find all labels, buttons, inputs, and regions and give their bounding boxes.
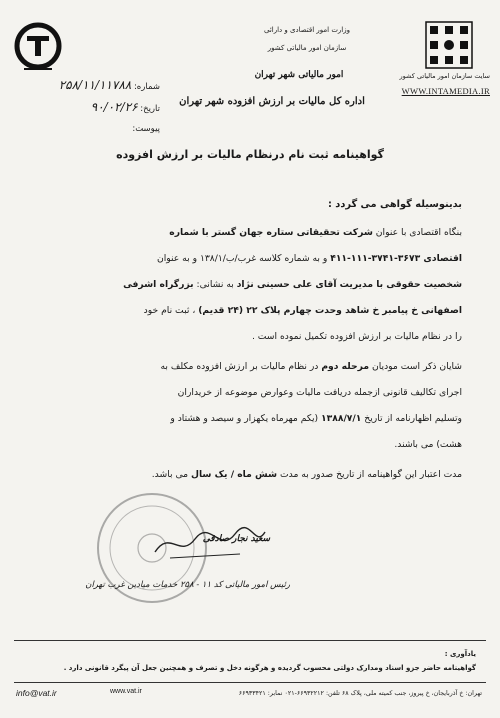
text-span: شایان ذکر است مودیان bbox=[369, 361, 462, 372]
reference-date bbox=[20, 100, 160, 114]
signature-icon bbox=[150, 524, 270, 564]
ministry-name: وزارت امور اقتصادی و دارائی bbox=[263, 26, 351, 34]
validity-period: شش ماه / یک سال bbox=[190, 469, 278, 480]
reference-number-value: ۲۵۸/۱۱/۱۱۷۸۸ bbox=[58, 78, 132, 92]
divider bbox=[14, 682, 486, 683]
text-span: ، ثبت نام خود bbox=[143, 305, 199, 316]
reference-attachment-label: پیوست: bbox=[132, 124, 160, 134]
site-url-link[interactable]: WWW.INTAMEDIA.IR bbox=[401, 86, 490, 96]
signatory-position: رئیس امور مالیاتی کد ۱۱ - ۲۵۸ خدمات میادین غرب تهران bbox=[85, 580, 290, 590]
notes-text: گواهینامه حاضر جزو اسناد ومدارک دولتی محسوب گردیده و هرگونه دخل و تصرف و همچنین جعل آن پیگرد قانونی دارد . bbox=[63, 664, 476, 672]
office-name: امور مالیاتی شهر تهران bbox=[254, 70, 344, 80]
paragraph-2-line-4: هشت) می باشند. bbox=[394, 439, 462, 450]
divider bbox=[14, 640, 486, 641]
company-name: شرکت تحقیقاتی ستاره جهان گستر bbox=[211, 227, 373, 238]
footer-address: تهران: خ آذربایجان، خ پیروز، جنب کمیته ملی، پلاک ۶۸ تلفن: ۶۶۹۳۲۲۱۲-۰۲۱ نمابر: ۶۶۹۳۳۴۲۱ bbox=[238, 690, 482, 697]
department-name: اداره کل مالیات بر ارزش افزوده شهر تهران bbox=[179, 96, 365, 107]
intamedia-logo-icon bbox=[424, 20, 474, 70]
tax-organization-emblem-icon bbox=[14, 20, 62, 78]
text-span: به نشانی: bbox=[193, 279, 237, 290]
site-caption: سایت سازمان امور مالیاتی کشور bbox=[399, 72, 490, 80]
notes-label: یادآوری : bbox=[444, 650, 476, 658]
paragraph-2-line-2: اجرای تکالیف قانونی ازجمله دریافت مالیات وعوارض موضوعه از خریداران bbox=[177, 387, 462, 398]
footer-website-link[interactable]: www.vat.ir bbox=[110, 688, 142, 695]
footer-email-link[interactable]: info@vat.ir bbox=[16, 688, 57, 698]
paragraph-3 bbox=[36, 470, 462, 479]
text-span: در نظام مالیات بر ارزش افزوده مکلف به bbox=[160, 361, 322, 372]
text-span: مدت اعتبار این گواهینامه از تاریخ صدور به مدت bbox=[277, 469, 462, 480]
reference-number bbox=[20, 78, 160, 92]
text-span: با شماره bbox=[169, 227, 212, 238]
entity-type: شخصیت حقوقی bbox=[383, 279, 462, 290]
reference-date-label: تاریخ: bbox=[140, 104, 160, 114]
paragraph-1-line-4 bbox=[36, 306, 462, 315]
certificate-title: گواهینامه ثبت نام درنظام مالیات بر ارزش افزوده bbox=[116, 148, 384, 161]
paragraph-1-line-1 bbox=[36, 228, 462, 237]
paragraph-2-line-1 bbox=[36, 362, 462, 371]
text-span: وتسلیم اظهارنامه از تاریخ bbox=[361, 413, 462, 424]
reference-date-value: ۹۰/۰۲/۲۶ bbox=[90, 100, 138, 114]
manager-name: با مدیریت آقای علی حسینی نژاد bbox=[236, 279, 384, 290]
paragraph-1-line-5: را در نظام مالیات بر ارزش افزوده تکمیل نموده است . bbox=[251, 331, 462, 342]
address-rest: اصفهانی خ پیامبر خ شاهد وحدت چهارم پلاک ۲۲ (۲۴ قدیم) bbox=[198, 305, 462, 316]
address-start: بزرگراه اشرفی bbox=[123, 279, 194, 290]
text-span: و به شماره کلاسه غرب/ب/۱۳۸/۱ و به عنوان bbox=[156, 253, 331, 264]
text-span: بنگاه اقتصادی با عنوان bbox=[372, 227, 462, 238]
text-span: (یکم مهرماه یکهزار و سیصد و هشتاد و bbox=[170, 413, 322, 424]
reference-number-label: شماره: bbox=[133, 82, 160, 92]
paragraph-1-line-2 bbox=[36, 254, 462, 263]
stage-label: مرحله دوم bbox=[321, 361, 370, 372]
economic-code: اقتصادی ۳۶۷۳-۳۷۴۱-۱۱۱-۴۱۱ bbox=[330, 253, 462, 264]
signatory-name: سعید نجار صادقی bbox=[202, 534, 270, 544]
text-span: می باشد. bbox=[151, 469, 191, 480]
reference-attachment bbox=[20, 124, 160, 134]
paragraph-2-line-3 bbox=[36, 414, 462, 423]
salutation: بدینوسیله گواهی می گردد : bbox=[327, 199, 462, 210]
start-date: ۱۳۸۸/۷/۱ bbox=[321, 413, 362, 424]
organization-name: سازمان امور مالیاتی کشور bbox=[267, 44, 347, 52]
paragraph-1-line-3 bbox=[36, 280, 462, 289]
